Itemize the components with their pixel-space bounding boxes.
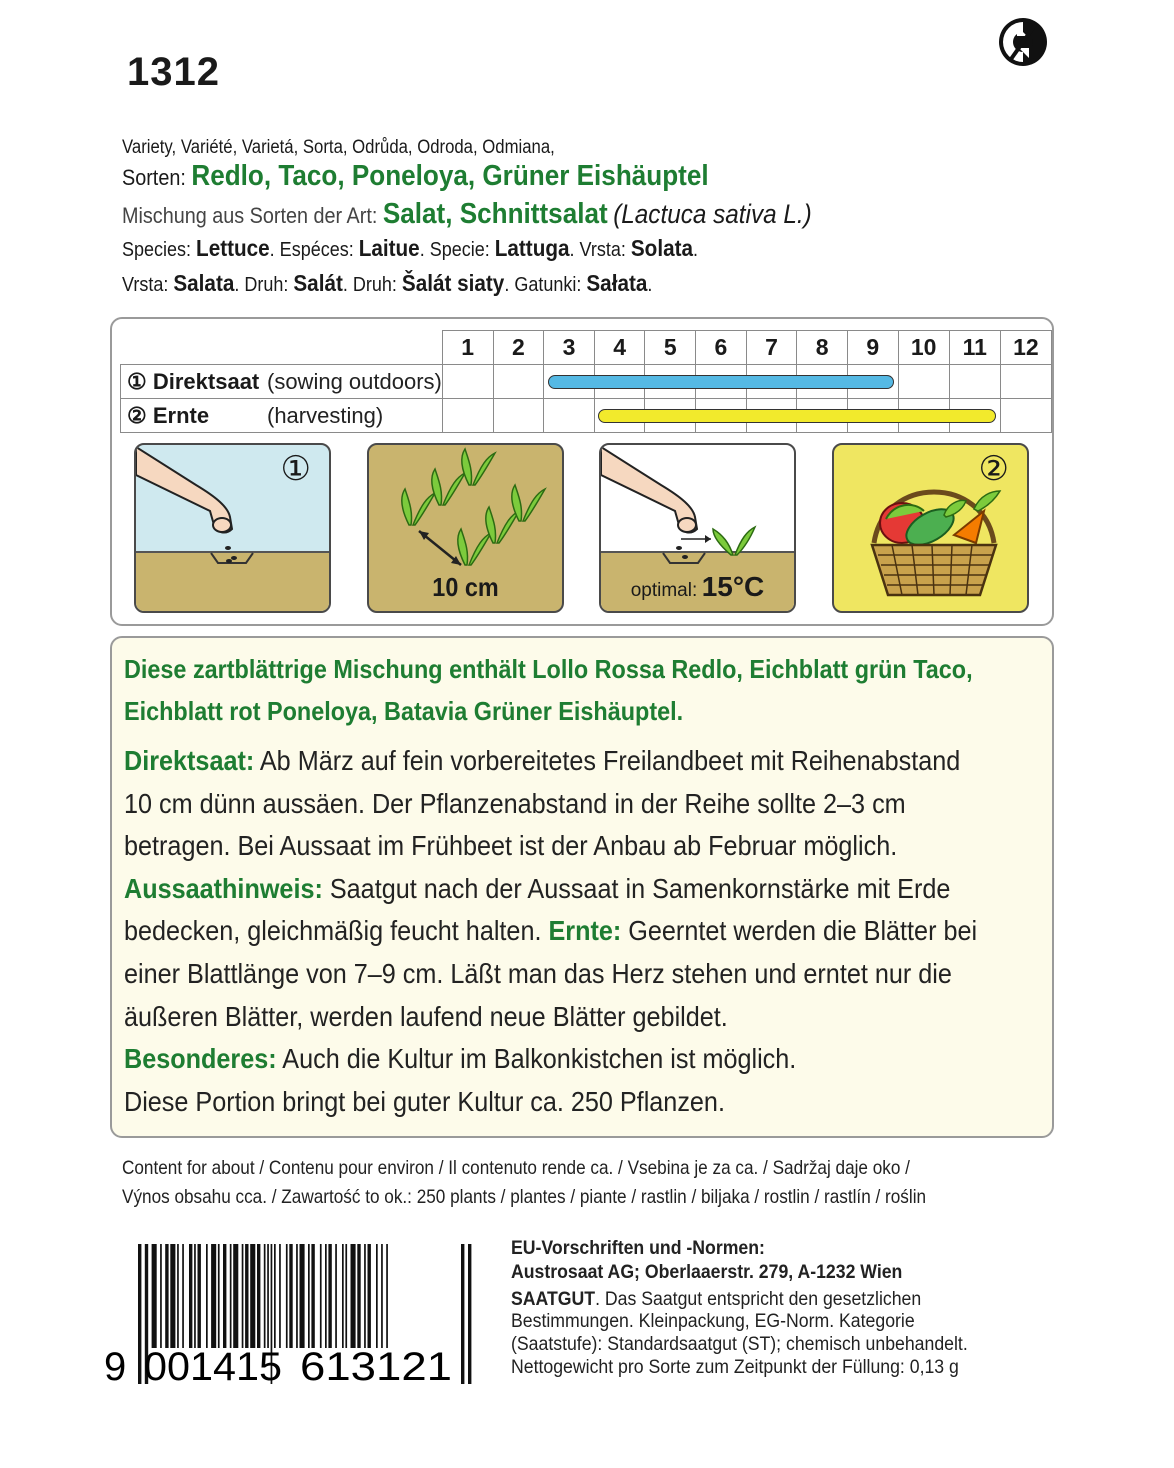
barcode-bar — [345, 1244, 347, 1348]
barcode-bar — [335, 1244, 337, 1348]
harvest-period-bar — [598, 409, 996, 423]
besonderes-label: Besonderes: — [124, 1043, 277, 1075]
portion-text: Diese Portion bringt bei guter Kultur ca. 250 Pflanzen. — [124, 1085, 725, 1117]
barcode-first-digit: 9 — [104, 1345, 127, 1384]
month-cell: 4 — [594, 331, 645, 365]
species-label: Gatunki: — [514, 274, 582, 296]
body-text: äußeren Blätter, werden laufend neue Blätter gebildet. — [124, 1000, 728, 1032]
legal-eu: EU-Vorschriften und -Normen: — [511, 1238, 765, 1259]
intro-line: Eichblatt rot Poneloya, Batavia Grüner Eishäuptel. — [124, 696, 684, 726]
mixture-label: Mischung aus Sorten der Art: — [122, 203, 378, 228]
barcode-bar — [198, 1244, 201, 1348]
months-header-row — [121, 331, 1052, 365]
content-line-1: Content for about / Contenu pour environ / Il contenuto rende ca. / Vsebina je za ca. / Sadržaj daje oko / — [122, 1157, 910, 1179]
barcode-bar — [357, 1244, 360, 1348]
barcode-bar — [274, 1244, 276, 1348]
sowing-period-bar — [548, 375, 894, 389]
article-number: 1312 — [127, 50, 220, 94]
barcode-bar — [257, 1244, 260, 1348]
circled-two-marker: ② — [978, 449, 1009, 489]
barcode-bar — [233, 1244, 238, 1348]
month-cell: 1 — [442, 331, 493, 365]
species-name: Šalát siaty — [401, 270, 505, 296]
barcode-bar — [296, 1244, 298, 1348]
body-text: 10 cm dünn aussäen. Der Pflanzenabstand in der Reihe sollte 2–3 cm — [124, 787, 906, 819]
species-label: Vrsta: — [579, 239, 626, 261]
species-name: Salata — [173, 270, 235, 296]
barcode-bar — [376, 1244, 378, 1348]
barcode-bar — [461, 1244, 464, 1384]
description-body — [124, 740, 1051, 1123]
body-text: Saatgut nach der Aussaat in Samenkornstärke mit Erde — [329, 872, 951, 904]
varieties-value: Redlo, Taco, Poneloya, Grüner Eishäuptel — [191, 160, 709, 192]
circled-two-marker: ② — [127, 402, 147, 428]
barcode-bar — [206, 1244, 208, 1348]
barcode-bar — [211, 1244, 216, 1348]
intro-line: Diese zartblättrige Mischung enthält Lollo Rossa Redlo, Eichblatt grün Taco, — [124, 654, 973, 684]
legal-text: . Das Saatgut entspricht den gesetzlichen — [595, 1289, 922, 1310]
barcode-bar — [279, 1244, 281, 1348]
temperature-caption — [601, 571, 794, 603]
species-label: Vrsta: — [122, 274, 169, 296]
ernte-label: Ernte: — [548, 915, 622, 947]
barcode-bar — [300, 1244, 305, 1348]
temperature-illustration-panel — [599, 443, 796, 613]
barcode-bar — [223, 1244, 226, 1348]
month-cell: 11 — [949, 331, 1000, 365]
description-box — [110, 636, 1054, 1138]
barcode-bar — [328, 1244, 331, 1348]
hinweis-label: Aussaathinweis: — [124, 872, 323, 904]
harvest-name: Ernte — [152, 402, 210, 428]
month-cell: 9 — [848, 331, 899, 365]
varieties-label: Sorten: — [122, 165, 186, 190]
species-name: Lettuce — [196, 235, 270, 261]
barcode-bar — [468, 1244, 471, 1384]
month-cell: 6 — [696, 331, 747, 365]
month-cell: 5 — [645, 331, 696, 365]
harvest-row-label — [121, 399, 443, 433]
circled-one-marker: ① — [280, 449, 311, 489]
species-name: Sałata — [586, 270, 648, 296]
species-name: Solata — [630, 235, 694, 261]
barcode-bar — [170, 1244, 175, 1348]
month-cell: 12 — [1000, 331, 1051, 365]
legal-line-4: Nettogewicht pro Sorte zum Zeitpunkt der Füllung: 0,13 g — [511, 1357, 959, 1378]
barcode-bar — [364, 1244, 366, 1348]
barcode-bar — [308, 1244, 310, 1348]
barcode-bar — [325, 1244, 327, 1348]
month-cell: 8 — [797, 331, 848, 365]
barcode-bar — [286, 1244, 288, 1348]
species-label: Druh: — [244, 274, 289, 296]
temperature-value: 15°C — [701, 571, 765, 602]
body-text: einer Blattlänge von 7–9 cm. Läßt man das Herz stehen und erntet nur die — [124, 957, 952, 989]
barcode-bar — [230, 1244, 232, 1348]
barcode-group-2: 613121 — [300, 1345, 452, 1384]
sowing-note: (sowing outdoors) — [267, 368, 442, 394]
barcode-bar — [218, 1244, 220, 1348]
body-text: Geerntet werden die Blätter bei — [628, 915, 978, 947]
barcode-bar — [264, 1244, 266, 1348]
species-label: Espéces: — [279, 239, 354, 261]
barcode-group-1: 001415 — [144, 1345, 282, 1384]
barcode-bar — [381, 1244, 383, 1348]
species-label: Specie: — [429, 239, 490, 261]
varieties-line — [122, 160, 709, 193]
barcode-bar — [386, 1244, 388, 1348]
month-cell: 10 — [898, 331, 949, 365]
body-text: betragen. Bei Aussaat im Frühbeet ist der Anbau ab Februar möglich. — [124, 830, 898, 862]
barcode-bar — [342, 1244, 344, 1348]
barcode-bar — [289, 1244, 292, 1348]
content-line-2: Výnos obsahu cca. / Zawartość to ok.: 250 plants / plantes / piante / rastlin / biljaka / rostlin / rastlín / roślin — [122, 1186, 927, 1208]
species-name: Salát — [293, 270, 343, 296]
barcode-bar — [250, 1244, 255, 1348]
sowing-illustration-panel — [134, 443, 331, 613]
body-text: Ab März auf fein vorbereitetes Freilandbeet mit Reihenabstand — [259, 745, 961, 776]
species-name: Lattuga — [494, 235, 570, 261]
sowing-row-label — [121, 365, 443, 399]
body-text: bedecken, gleichmäßig feucht halten. — [124, 915, 542, 947]
direktsaat-label: Direktsaat: — [124, 745, 255, 776]
month-cell: 3 — [544, 331, 595, 365]
barcode-bar — [267, 1244, 269, 1348]
latin-name: (Lactuca sativa L.) — [613, 199, 812, 229]
species-name: Laitue — [358, 235, 420, 261]
barcode-bar — [351, 1244, 356, 1348]
description-intro — [124, 648, 1051, 732]
spacing-value: 10 cm — [432, 572, 499, 602]
barcode-bar — [165, 1244, 168, 1348]
variety-line: Variety, Variété, Varietá, Sorta, Odrůda, Odroda, Odmiana, — [122, 137, 555, 158]
circled-one-marker: ① — [127, 368, 147, 394]
sowing-name: Direktsaat — [152, 368, 260, 394]
barcode-bar — [242, 1244, 244, 1348]
barcode-bar — [182, 1244, 184, 1348]
species-label: Druh: — [352, 274, 397, 296]
barcode-bar — [152, 1244, 157, 1348]
barcode — [104, 1244, 474, 1384]
barcode-bar — [320, 1244, 322, 1348]
legal-line-2: Bestimmungen. Kleinpackung, EG-Norm. Kategorie — [511, 1311, 915, 1332]
barcode-bar — [160, 1244, 162, 1348]
barcode-bar — [177, 1244, 179, 1348]
barcode-bar — [138, 1244, 141, 1384]
calendar-box — [110, 317, 1054, 626]
mixture-line — [122, 198, 812, 231]
species-line-1: Species: Lettuce. Espéces: Laitue. Specie: Lattuga. Vrsta: Solata. — [122, 235, 699, 261]
species-line-2: Vrsta: Salata. Druh: Salát. Druh: Šalát siaty. Gatunki: Sałata. — [122, 270, 653, 296]
legal-line-1 — [511, 1289, 921, 1311]
barcode-bar — [311, 1244, 314, 1348]
body-text: Auch die Kultur im Balkonkistchen ist möglich. — [282, 1043, 797, 1075]
barcode-bar — [189, 1244, 192, 1348]
month-cell: 2 — [493, 331, 544, 365]
temperature-label: optimal: — [630, 580, 698, 601]
saatgut-label: SAATGUT — [511, 1289, 596, 1310]
barcode-bar — [245, 1244, 248, 1348]
barcode-bar — [368, 1244, 371, 1348]
harvest-illustration-panel — [832, 443, 1029, 613]
spacing-illustration-panel — [367, 443, 564, 613]
month-cell: 7 — [746, 331, 797, 365]
barcode-bar — [194, 1244, 196, 1348]
green-dot-logo-icon — [997, 16, 1049, 68]
species-label: Species: — [122, 239, 192, 261]
legal-company: Austrosaat AG; Oberlaaerstr. 279, A-1232 Wien — [511, 1262, 903, 1283]
mixture-value: Salat, Schnittsalat — [382, 198, 608, 230]
harvest-note: (harvesting) — [267, 402, 384, 428]
legal-line-3: (Saatstufe): Standardsaatgut (ST); chemisch unbehandelt. — [511, 1334, 968, 1355]
